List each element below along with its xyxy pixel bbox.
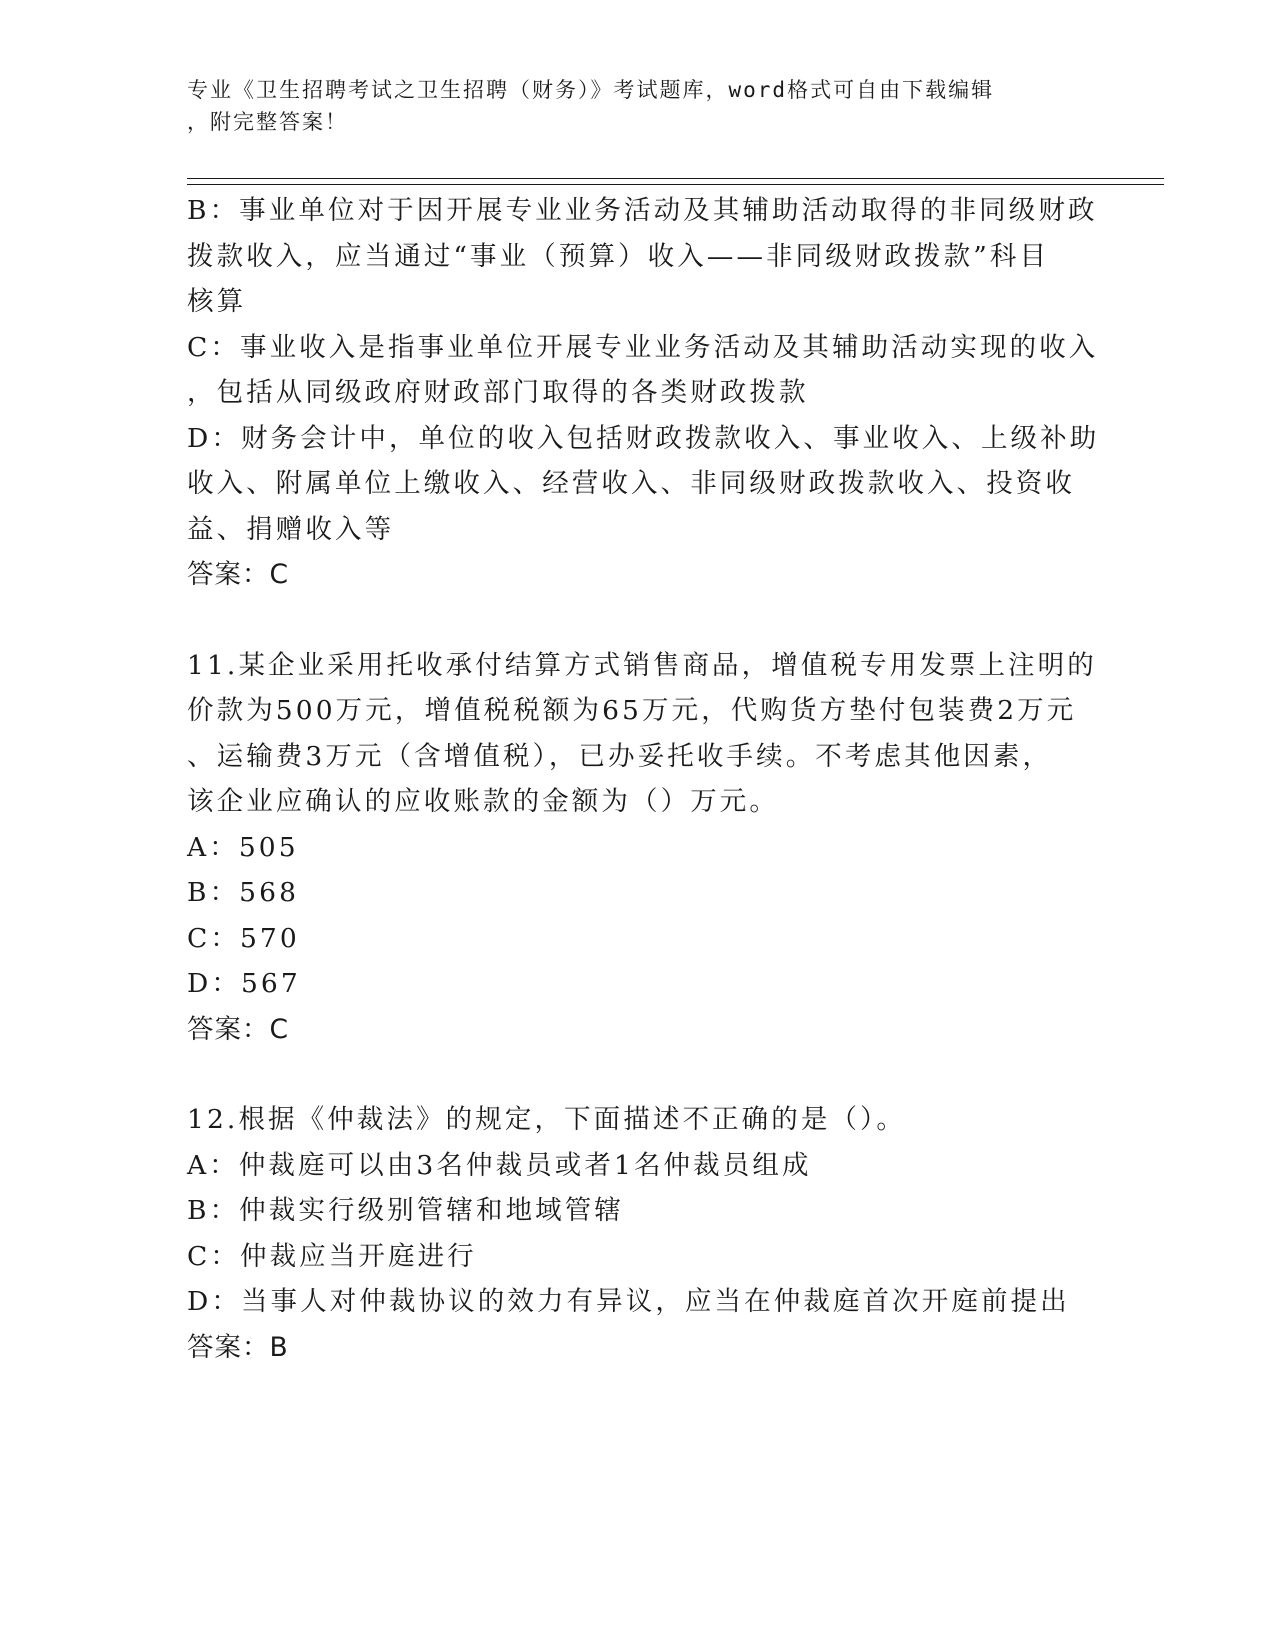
option-b: B：仲裁实行级别管辖和地域管辖: [187, 1195, 624, 1226]
question-spacer: [187, 1052, 1087, 1097]
question-12: [187, 1097, 1087, 1370]
option-b: [187, 188, 1098, 325]
option-line: ，包括从同级政府财政部门取得的各类财政拨款: [187, 377, 809, 408]
option-c: [187, 325, 1099, 416]
option-line: 拨款收入，应当通过“事业（预算）收入——非同级财政拨款”科目: [187, 240, 1050, 272]
option-d: [187, 416, 1100, 553]
option-line: B：事业单位对于因开展专业业务活动及其辅助活动取得的非同级财政: [187, 195, 1098, 226]
answer: 答案：C: [187, 1013, 290, 1045]
question-10-options: [187, 188, 1100, 598]
option-line: 核算: [187, 286, 247, 317]
question-stem: 12.根据《仲裁法》的规定，下面描述不正确的是（）。: [187, 1104, 906, 1135]
option-line: D：财务会计中，单位的收入包括财政拨款收入、事业收入、上级补助: [187, 422, 1100, 454]
document-header: [187, 74, 1087, 138]
option-c: C：570: [187, 922, 300, 954]
answer: 答案：B: [187, 1331, 289, 1363]
option-d: D：当事人对仲裁协议的效力有异议，应当在仲裁庭首次开庭前提出: [187, 1286, 1070, 1317]
stem-line: 价款为500万元，增值税税额为65万元，代购货方垫付包装费2万元: [187, 695, 1077, 726]
option-line: 益、捐赠收入等: [187, 513, 395, 545]
header-divider-top: [187, 178, 1164, 179]
question-spacer: [187, 598, 1087, 643]
option-b: B：568: [187, 877, 300, 908]
header-line-2: ，附完整答案！: [187, 110, 348, 134]
stem-line: 11.某企业采用托收承付结算方式销售商品，增值税专用发票上注明的: [187, 649, 1097, 681]
option-d: D：567: [187, 968, 301, 999]
document-body: [187, 188, 1100, 1370]
option-c: C：仲裁应当开庭进行: [187, 1240, 477, 1272]
header-line-1: 专业《卫生招聘考试之卫生招聘（财务）》考试题库，word格式可自由下载编辑: [187, 78, 995, 102]
answer: 答案：C: [187, 559, 290, 590]
option-a: A：仲裁庭可以由3名仲裁员或者1名仲裁员组成: [187, 1149, 812, 1181]
stem-line: 该企业应确认的应收账款的金额为（）万元。: [187, 786, 779, 817]
question-stem: [187, 643, 1097, 825]
option-line: 收入、附属单位上缴收入、经营收入、非同级财政拨款收入、投资收: [187, 468, 1075, 499]
header-divider-bottom: [187, 184, 1164, 185]
question-11: [187, 643, 1097, 1053]
option-line: C：事业收入是指事业单位开展专业业务活动及其辅助活动实现的收入: [187, 331, 1099, 363]
option-a: A：505: [187, 831, 299, 863]
stem-line: 、运输费3万元（含增值税），已办妥托收手续。不考虑其他因素，: [187, 740, 1053, 772]
